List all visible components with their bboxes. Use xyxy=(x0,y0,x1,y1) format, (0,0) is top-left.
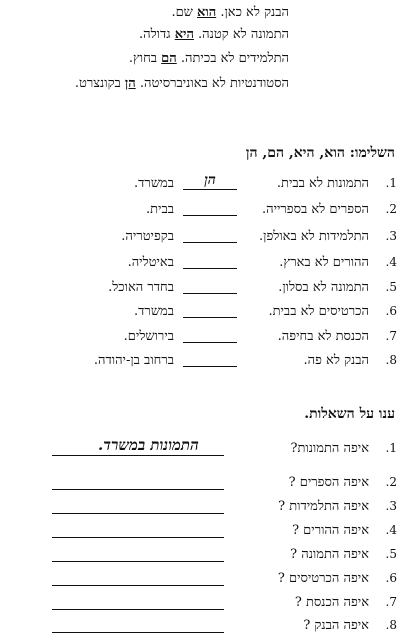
answer-line[interactable] xyxy=(52,632,224,633)
item-sentence: התלמידות לא באולפן. xyxy=(259,229,369,244)
exercise-1-item xyxy=(0,327,417,347)
item-sentence: ההורים לא בארץ. xyxy=(279,255,369,270)
question-item xyxy=(0,615,417,637)
example-line-4-pre: הסטודנטיות לא באוניברסיטה. xyxy=(135,76,289,91)
exercise-2-title: ענו על השאלות. xyxy=(304,406,395,422)
item-sentence: הכרטיסים לא בבית. xyxy=(268,304,369,319)
item-number: 8. xyxy=(385,353,397,367)
question-text: איפה הכרטיסים ? xyxy=(277,571,369,586)
item-number: 4. xyxy=(385,523,397,537)
exercise-1-item xyxy=(0,302,417,322)
item-tail: ברחוב בן-יהודה. xyxy=(93,353,174,368)
exercise-1-title: השלימו: הוא, היא, הם, הן xyxy=(245,145,395,161)
item-tail: בבית. xyxy=(146,202,174,217)
answer-line[interactable] xyxy=(52,609,224,610)
item-number: 6. xyxy=(385,571,397,585)
question-item xyxy=(0,438,417,460)
item-number: 8. xyxy=(385,618,397,632)
item-sentence: התמונה לא בסלון. xyxy=(278,280,369,295)
item-number: 2. xyxy=(385,475,397,489)
question-item xyxy=(0,496,417,518)
question-text: איפה התלמידות ? xyxy=(278,499,369,514)
answer-line[interactable] xyxy=(52,455,224,456)
example-line-4 xyxy=(75,75,289,91)
question-text: איפה הספרים ? xyxy=(288,475,369,490)
item-tail: בירושלים. xyxy=(123,329,174,344)
example-line-1 xyxy=(171,4,289,20)
item-number: 7. xyxy=(385,329,397,343)
fill-blank-line[interactable] xyxy=(183,293,237,294)
question-item xyxy=(0,520,417,542)
item-number: 5. xyxy=(385,280,397,294)
question-item xyxy=(0,544,417,566)
example-line-4-pronoun: הן xyxy=(124,76,136,91)
item-number: 6. xyxy=(385,304,397,318)
handwritten-answer: הן xyxy=(204,172,216,188)
example-line-1-post: שם. xyxy=(171,5,198,20)
fill-blank-line[interactable] xyxy=(183,342,237,343)
example-line-3-pronoun: הם xyxy=(161,51,177,66)
question-item xyxy=(0,568,417,590)
item-tail: במשרד. xyxy=(134,176,174,191)
exercise-1-item xyxy=(0,174,417,194)
question-text: איפה ההורים ? xyxy=(292,523,369,538)
question-text: איפה הבנק ? xyxy=(303,618,369,633)
item-sentence: הבנק לא פה. xyxy=(303,353,369,368)
example-line-2-pre: התמונה לא קטנה. xyxy=(193,27,289,42)
answer-line[interactable] xyxy=(52,561,224,562)
item-number: 3. xyxy=(385,229,397,243)
question-text: איפה התמונה ? xyxy=(290,547,369,562)
fill-blank-line[interactable] xyxy=(183,215,237,216)
handwritten-answer: התמונות במשרד. xyxy=(98,436,199,454)
question-item xyxy=(0,472,417,494)
exercise-1-item xyxy=(0,253,417,273)
item-tail: בקפיטריה. xyxy=(121,229,174,244)
example-line-3 xyxy=(129,50,289,66)
example-line-1-pre: הבנק לא כאן. xyxy=(216,5,289,20)
question-text: איפה התמונות? xyxy=(290,441,369,456)
item-number: 7. xyxy=(385,595,397,609)
item-number: 5. xyxy=(385,547,397,561)
question-text: איפה הכנסת ? xyxy=(294,595,369,610)
example-line-1-pronoun: הוא xyxy=(197,5,217,20)
answer-line[interactable] xyxy=(52,513,224,514)
fill-blank-line[interactable] xyxy=(183,268,237,269)
example-line-2 xyxy=(139,26,289,42)
item-sentence: הכנסת לא בחיפה. xyxy=(277,329,369,344)
item-sentence: הספרים לא בספרייה. xyxy=(261,202,369,217)
example-line-3-pre: התלמידים לא בכיתה. xyxy=(176,51,289,66)
fill-blank-line[interactable] xyxy=(183,189,237,190)
item-number: 1. xyxy=(385,176,397,190)
example-line-3-post: בחוץ. xyxy=(128,51,162,66)
item-number: 2. xyxy=(385,202,397,216)
item-tail: בחדר האוכל. xyxy=(108,280,174,295)
example-line-2-post: גדולה. xyxy=(138,27,175,42)
exercise-1-item xyxy=(0,227,417,247)
exercise-1-item xyxy=(0,278,417,298)
exercise-1-item xyxy=(0,351,417,371)
exercise-1-item xyxy=(0,200,417,220)
item-tail: באיטליה. xyxy=(127,255,174,270)
item-sentence: התמונות לא בבית. xyxy=(276,176,369,191)
answer-line[interactable] xyxy=(52,537,224,538)
fill-blank-line[interactable] xyxy=(183,317,237,318)
answer-line[interactable] xyxy=(52,489,224,490)
question-item xyxy=(0,592,417,614)
answer-line[interactable] xyxy=(52,585,224,586)
item-number: 4. xyxy=(385,255,397,269)
item-tail: במשרד. xyxy=(134,304,174,319)
example-line-4-post: בקונצרט. xyxy=(74,76,125,91)
item-number: 3. xyxy=(385,499,397,513)
example-line-2-pronoun: היא xyxy=(174,27,194,42)
fill-blank-line[interactable] xyxy=(183,366,237,367)
item-number: 1. xyxy=(385,441,397,455)
fill-blank-line[interactable] xyxy=(183,242,237,243)
